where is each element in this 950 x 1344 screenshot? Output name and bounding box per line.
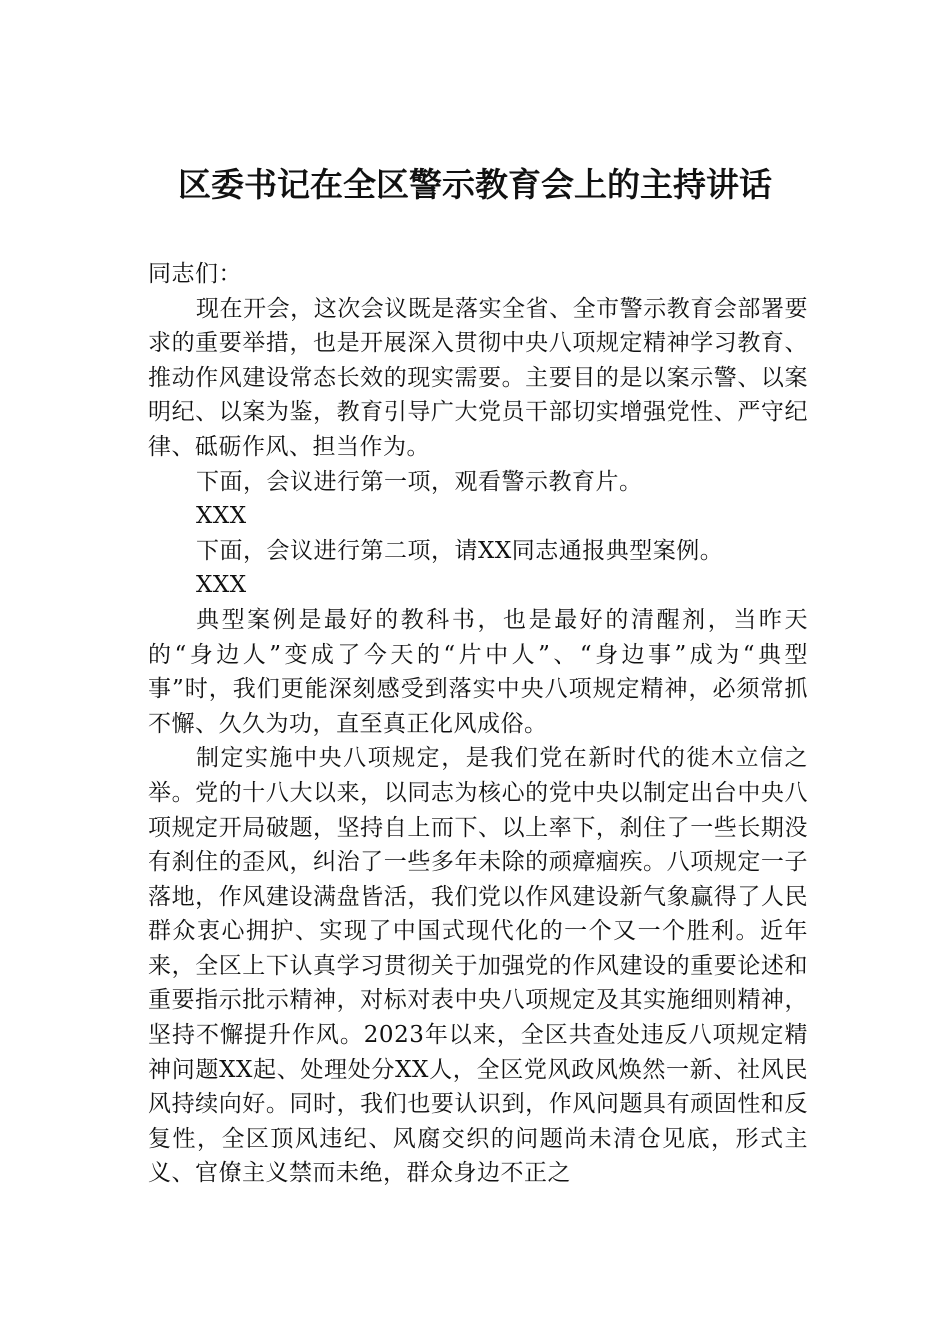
salutation: 同志们：: [148, 261, 242, 287]
paragraph-eight-rules: 制定实施中央八项规定，是我们党在新时代的徙木立信之举。党的十八大以来，以同志为核心的党中央以制定出台中央八项规定开局破题，坚持自上而下、以上率下，刹住了一些长期没有刹住的歪风，纠治了一些多年未除的顽瘴痼疾。八项规定一子落地，作风建设满盘皆活，我们党以作风建设新气象赢得了人民群众衷心拥护、实现了中国式现代化的一个又一个胜利。近年来，全区上下认真学习贯彻关于加强党的作风建设的重要论述和重要指示批示精神，对标对表中央八项规定及其实施细则精神，坚持不懈提升作风。2023年以来，全区共查处违反八项规定精神问题XX起、处理处分XX人，全区党风政风焕然一新、社风民风持续向好。同时，我们也要认识到，作风问题具有顽固性和反复性，全区顶风违纪、风腐交织的问题尚未清仓见底，形式主义、官僚主义禁而未绝，群众身边不正之: [148, 745, 808, 1187]
paragraph-agenda-item-1: 下面，会议进行第一项，观看警示教育片。: [196, 468, 643, 495]
paragraph-placeholder-1: XXX: [196, 503, 247, 530]
paragraph-placeholder-2: XXX: [196, 572, 247, 599]
paragraph-agenda-item-2: 下面，会议进行第二项，请XX同志通报典型案例。: [196, 537, 724, 564]
paragraph-typical-cases: 典型案例是最好的教科书，也是最好的清醒剂，当昨天的“身边人”变成了今天的“片中人”、“身边事”成为“典型事”时，我们更能深刻感受到落实中央八项规定精神，必须常抓不懈、久久为功，直至真正化风成俗。: [148, 606, 808, 737]
document-body: [148, 257, 808, 1191]
paragraph-opening: 现在开会，这次会议既是落实全省、全市警示教育会部署要求的重要举措，也是开展深入贯彻中央八项规定精神学习教育、推动作风建设常态长效的现实需要。主要目的是以案示警、以案明纪、以案为鉴，教育引导广大党员干部切实增强党性、严守纪律、砥砺作风、担当作为。: [148, 295, 808, 460]
document-title: 区委书记在全区警示教育会上的主持讲话: [178, 165, 772, 204]
